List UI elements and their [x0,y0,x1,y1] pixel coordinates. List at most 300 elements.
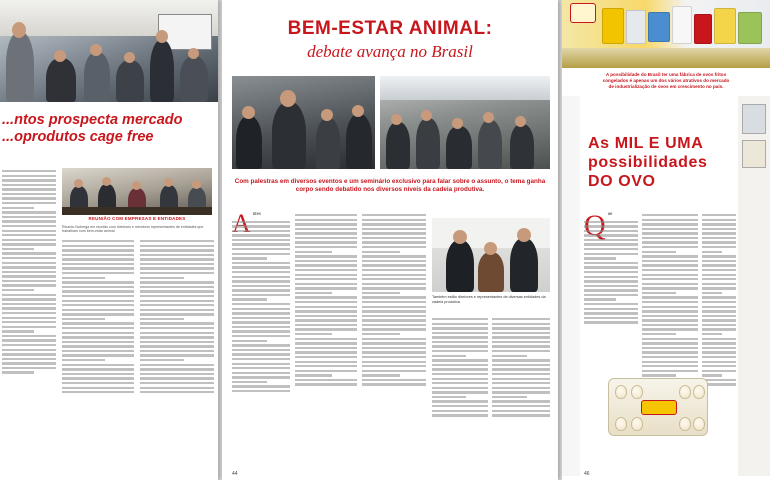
text-line-placeholder [232,266,290,268]
text-line-placeholder [362,324,426,326]
text-line-placeholder [584,248,638,250]
text-line-placeholder [295,292,332,294]
text-line-placeholder [62,258,134,260]
text-line-placeholder [432,410,488,412]
text-line-placeholder [492,391,550,393]
text-line-placeholder [2,367,56,369]
text-line-placeholder [432,391,488,393]
text-line-placeholder [295,287,357,289]
text-line-placeholder [584,294,638,296]
text-line-placeholder [2,312,56,314]
text-line-placeholder [295,278,357,280]
text-line-placeholder [2,193,56,195]
text-line-placeholder [432,373,488,375]
text-line-placeholder [642,223,698,225]
text-line-placeholder [62,359,105,361]
text-line-placeholder [62,245,134,247]
text-line-placeholder [140,382,214,384]
text-line-placeholder [642,274,698,276]
text-line-placeholder [140,304,214,306]
text-line-placeholder [584,289,638,291]
text-line-placeholder [232,230,290,232]
right-body-col-3 [702,212,736,474]
text-line-placeholder [702,260,736,262]
text-line-placeholder [362,269,426,271]
text-line-placeholder [642,260,698,262]
text-line-placeholder [62,341,134,343]
egg-image-caption: A possibilidade do Brasil ter uma fábrica de ovos fritos congelados é apenas um dos vários atrativos do mercado de industrialização de ovos em crescimento no país. [602,72,730,89]
text-line-placeholder [232,376,290,378]
text-line-placeholder [362,283,426,285]
text-line-placeholder [232,285,290,287]
text-line-placeholder [362,361,426,363]
text-line-placeholder [2,252,56,254]
text-line-placeholder [62,254,134,256]
text-line-placeholder [702,237,736,239]
text-line-placeholder [2,298,56,300]
middle-body-col-2 [295,212,357,474]
text-line-placeholder [295,383,357,385]
text-line-placeholder [702,342,736,344]
text-line-placeholder [295,264,357,266]
text-line-placeholder [2,188,56,190]
text-line-placeholder [62,368,134,370]
right-page [562,0,770,480]
text-line-placeholder [2,271,56,273]
text-line-placeholder [702,356,736,358]
text-line-placeholder [702,292,722,294]
right-article-title [588,134,728,191]
text-line-placeholder [62,350,134,352]
text-line-placeholder [492,400,550,402]
text-line-placeholder [702,232,736,234]
text-line-placeholder [295,356,357,358]
text-line-placeholder [362,214,426,216]
text-line-placeholder [62,345,134,347]
text-line-placeholder [295,274,357,276]
text-line-placeholder [362,274,426,276]
text-line-placeholder [492,359,550,361]
text-line-placeholder [2,303,56,305]
left-body-col-1 [2,168,56,474]
text-line-placeholder [295,310,357,312]
text-line-placeholder [584,271,638,273]
text-line-placeholder [140,263,214,265]
text-line-placeholder [2,202,56,204]
text-line-placeholder [62,354,134,356]
text-line-placeholder [642,241,698,243]
text-line-placeholder [2,294,56,296]
text-line-placeholder [362,365,426,367]
text-line-placeholder [232,234,290,236]
text-line-placeholder [584,312,638,314]
text-line-placeholder [140,364,214,366]
text-line-placeholder [140,350,214,352]
text-line-placeholder [140,377,214,379]
text-line-placeholder [62,373,134,375]
text-line-placeholder [2,257,56,259]
text-line-placeholder [702,274,736,276]
text-line-placeholder [642,228,698,230]
text-line-placeholder [232,340,267,342]
text-line-placeholder [62,327,134,329]
text-line-placeholder [362,374,400,376]
text-line-placeholder [432,405,488,407]
text-line-placeholder [362,383,426,385]
text-line-placeholder [702,319,736,321]
text-line-placeholder [2,349,56,351]
text-line-placeholder [492,345,550,347]
meeting-photo-left [62,168,212,215]
text-line-placeholder [295,374,332,376]
right-title-line-1: As MIL E UMA [588,135,704,152]
text-line-placeholder [642,319,698,321]
text-line-placeholder [362,342,426,344]
text-line-placeholder [432,318,488,320]
text-line-placeholder [140,359,184,361]
text-line-placeholder [140,254,214,256]
text-line-placeholder [702,301,736,303]
text-line-placeholder [642,251,676,253]
text-line-placeholder [295,214,357,216]
text-line-placeholder [2,321,56,323]
text-line-placeholder [62,318,105,320]
text-line-placeholder [702,296,736,298]
text-line-placeholder [702,351,736,353]
text-line-placeholder [432,350,488,352]
text-line-placeholder [702,251,722,253]
text-line-placeholder [2,230,56,232]
page-number-right: 46 [584,471,590,477]
text-line-placeholder [702,315,736,317]
text-line-placeholder [432,378,488,380]
text-line-placeholder [295,324,357,326]
text-line-placeholder [642,255,698,257]
text-line-placeholder [362,237,426,239]
text-line-placeholder [432,332,488,334]
text-line-placeholder [62,391,134,393]
text-line-placeholder [584,303,638,305]
text-line-placeholder [2,262,56,264]
text-line-placeholder [2,234,56,236]
text-line-placeholder [362,260,426,262]
text-line-placeholder [2,225,56,227]
text-line-placeholder [62,263,134,265]
right-body-start: ue [607,212,613,217]
text-line-placeholder [2,175,56,177]
text-line-placeholder [702,219,736,221]
text-line-placeholder [702,241,736,243]
right-body-col-1 [584,212,638,372]
text-line-placeholder [584,221,638,223]
text-line-placeholder [295,338,357,340]
article-lead: Com palestras em diversos eventos e um seminário exclusivo para falar sobre o assunto, o tema ganha corpo sendo debatido nos diversos níveis da cadeia produtiva. [234,178,546,193]
group-photo-three-people [432,218,550,292]
text-line-placeholder [2,335,56,337]
text-line-placeholder [232,253,290,255]
text-line-placeholder [2,280,56,282]
text-line-placeholder [642,324,698,326]
brand-logo [570,3,596,23]
text-line-placeholder [140,286,214,288]
text-line-placeholder [232,221,290,223]
text-line-placeholder [702,283,736,285]
text-line-placeholder [62,286,134,288]
text-line-placeholder [295,319,357,321]
text-line-placeholder [140,240,214,242]
right-title-line-2: possibilidades [588,154,708,171]
text-line-placeholder [492,382,550,384]
text-line-placeholder [642,237,698,239]
text-line-placeholder [702,328,736,330]
text-line-placeholder [2,197,56,199]
text-line-placeholder [295,333,332,335]
seminar-photo-audience [380,76,550,169]
text-line-placeholder [295,306,357,308]
text-line-placeholder [232,321,290,323]
text-line-placeholder [232,349,290,351]
text-line-placeholder [642,347,698,349]
egg-tray-image [608,378,708,436]
text-line-placeholder [295,241,357,243]
text-line-placeholder [702,374,722,376]
text-line-placeholder [2,362,56,364]
article-title: BEM-ESTAR ANIMAL: [287,18,493,39]
text-line-placeholder [642,374,676,376]
text-line-placeholder [642,333,676,335]
text-line-placeholder [232,294,290,296]
text-line-placeholder [62,267,134,269]
text-line-placeholder [584,230,638,232]
text-line-placeholder [62,290,134,292]
text-line-placeholder [140,354,214,356]
text-line-placeholder [232,298,267,300]
text-line-placeholder [432,396,466,398]
text-line-placeholder [642,269,698,271]
text-line-placeholder [2,207,34,209]
text-line-placeholder [232,317,290,319]
text-line-placeholder [2,211,56,213]
text-line-placeholder [295,223,357,225]
text-line-placeholder [702,306,736,308]
text-line-placeholder [492,396,527,398]
text-line-placeholder [140,277,184,279]
text-line-placeholder [140,272,214,274]
text-line-placeholder [62,313,134,315]
text-line-placeholder [232,381,267,383]
text-line-placeholder [295,301,357,303]
text-line-placeholder [702,365,736,367]
text-line-placeholder [492,327,550,329]
text-line-placeholder [295,370,357,372]
text-line-placeholder [295,246,357,248]
text-line-placeholder [362,296,426,298]
text-line-placeholder [492,318,550,320]
text-line-placeholder [642,342,698,344]
text-line-placeholder [2,184,56,186]
text-line-placeholder [140,295,214,297]
text-line-placeholder [62,364,134,366]
text-line-placeholder [2,330,34,332]
text-line-placeholder [702,361,736,363]
text-line-placeholder [140,281,214,283]
text-line-placeholder [62,272,134,274]
text-line-placeholder [295,283,357,285]
text-line-placeholder [2,216,56,218]
text-line-placeholder [702,333,722,335]
text-line-placeholder [702,264,736,266]
text-line-placeholder [62,382,134,384]
text-line-placeholder [584,308,638,310]
text-line-placeholder [492,373,550,375]
text-line-placeholder [432,387,488,389]
text-line-placeholder [584,276,638,278]
text-line-placeholder [642,315,698,317]
text-line-placeholder [492,368,550,370]
text-line-placeholder [642,301,698,303]
text-line-placeholder [362,292,400,294]
text-line-placeholder [232,367,290,369]
text-line-placeholder [702,347,736,349]
text-line-placeholder [492,336,550,338]
left-body-col-3 [140,238,214,474]
text-line-placeholder [702,338,736,340]
text-line-placeholder [295,351,357,353]
text-line-placeholder [642,283,698,285]
text-line-placeholder [584,266,638,268]
text-line-placeholder [2,243,56,245]
text-line-placeholder [140,391,214,393]
text-line-placeholder [642,365,698,367]
text-line-placeholder [584,234,638,236]
text-line-placeholder [492,364,550,366]
middle-body-start: ntes [252,212,261,217]
text-line-placeholder [362,347,426,349]
text-line-placeholder [232,303,290,305]
text-line-placeholder [362,255,426,257]
left-gutter-text [562,96,580,476]
text-line-placeholder [642,264,698,266]
text-line-placeholder [232,289,290,291]
text-line-placeholder [642,306,698,308]
text-line-placeholder [642,246,698,248]
text-line-placeholder [232,312,290,314]
text-line-placeholder [62,309,134,311]
right-edge-image [738,96,770,476]
text-line-placeholder [432,364,488,366]
text-line-placeholder [295,269,357,271]
text-line-placeholder [2,317,56,319]
text-line-placeholder [702,287,736,289]
text-line-placeholder [295,379,357,381]
text-line-placeholder [62,336,134,338]
text-line-placeholder [140,249,214,251]
text-line-placeholder [62,377,134,379]
text-line-placeholder [295,328,357,330]
text-line-placeholder [140,368,214,370]
text-line-placeholder [642,219,698,221]
text-line-placeholder [140,341,214,343]
text-line-placeholder [492,387,550,389]
text-line-placeholder [362,328,426,330]
text-line-placeholder [295,365,357,367]
text-line-placeholder [642,278,698,280]
text-line-placeholder [642,361,698,363]
text-line-placeholder [362,370,426,372]
text-line-placeholder [642,328,698,330]
text-line-placeholder [140,373,214,375]
text-line-placeholder [62,322,134,324]
text-line-placeholder [232,239,290,241]
text-line-placeholder [295,260,357,262]
text-line-placeholder [295,232,357,234]
text-line-placeholder [232,271,290,273]
text-line-placeholder [432,341,488,343]
text-line-placeholder [642,356,698,358]
text-line-placeholder [62,304,134,306]
text-line-placeholder [2,344,56,346]
text-line-placeholder [2,266,56,268]
text-line-placeholder [642,296,698,298]
text-line-placeholder [140,322,214,324]
text-line-placeholder [362,306,426,308]
text-line-placeholder [232,243,290,245]
text-line-placeholder [432,345,488,347]
text-line-placeholder [642,292,676,294]
text-line-placeholder [642,232,698,234]
text-line-placeholder [295,315,357,317]
text-line-placeholder [362,287,426,289]
text-line-placeholder [62,387,134,389]
text-line-placeholder [295,251,332,253]
text-line-placeholder [362,246,426,248]
text-line-placeholder [232,344,290,346]
text-line-placeholder [62,249,134,251]
conference-photo-top-left [0,0,218,102]
text-line-placeholder [432,368,488,370]
text-line-placeholder [232,276,290,278]
text-line-placeholder [584,298,616,300]
text-line-placeholder [140,332,214,334]
text-line-placeholder [492,405,550,407]
middle-body-col-3 [362,212,426,474]
text-line-placeholder [232,330,290,332]
text-line-placeholder [140,258,214,260]
text-line-placeholder [140,309,214,311]
text-line-placeholder [432,355,466,357]
text-line-placeholder [432,400,488,402]
text-line-placeholder [62,300,134,302]
text-line-placeholder [140,318,184,320]
text-line-placeholder [362,232,426,234]
text-line-placeholder [140,345,214,347]
text-line-placeholder [584,317,638,319]
text-line-placeholder [2,275,56,277]
text-line-placeholder [362,338,426,340]
text-line-placeholder [140,290,214,292]
text-line-placeholder [2,358,56,360]
text-line-placeholder [584,321,638,323]
text-line-placeholder [2,289,34,291]
text-line-placeholder [584,225,638,227]
text-line-placeholder [642,287,698,289]
text-line-placeholder [140,313,214,315]
text-line-placeholder [295,219,357,221]
text-line-placeholder [492,323,550,325]
text-line-placeholder [62,295,134,297]
seminar-photo-main [232,76,375,169]
text-line-placeholder [232,385,290,387]
